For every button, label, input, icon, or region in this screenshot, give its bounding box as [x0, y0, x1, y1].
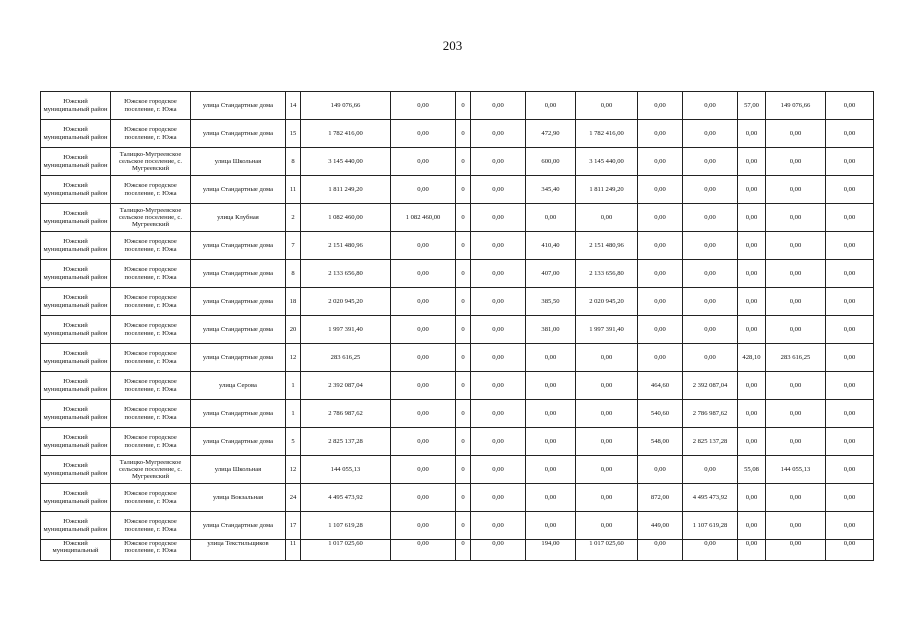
settlement-cell: Южское городское поселение, г. Южа	[111, 316, 191, 344]
cost-cell-8: 0,00	[683, 288, 738, 316]
area-cell-7: 464,60	[638, 372, 683, 400]
total-cost-cell: 1 782 416,00	[301, 120, 391, 148]
cost-cell-10: 0,00	[766, 260, 826, 288]
street-cell: улица Стандартные дома	[191, 428, 286, 456]
house-number-cell: 18	[286, 288, 301, 316]
cost-cell-10: 0,00	[766, 288, 826, 316]
area-cell-7: 0,00	[638, 344, 683, 372]
house-number-cell: 7	[286, 232, 301, 260]
district-cell: Южский муниципальный район	[41, 232, 111, 260]
value-cell-11: 0,00	[826, 400, 874, 428]
district-cell: Южский муниципальный район	[41, 92, 111, 120]
district-cell: Южский муниципальный район	[41, 484, 111, 512]
table-row	[41, 484, 874, 512]
house-number-cell: 5	[286, 428, 301, 456]
value-cell-4: 0,00	[471, 344, 526, 372]
area-cell-9: 0,00	[738, 540, 766, 561]
cost-cell-10: 0,00	[766, 428, 826, 456]
cost-cell-10: 0,00	[766, 232, 826, 260]
table-row	[41, 148, 874, 176]
value-cell-2: 0,00	[391, 232, 456, 260]
count-cell-3: 0	[456, 372, 471, 400]
area-cell-7: 0,00	[638, 456, 683, 484]
count-cell-3: 0	[456, 428, 471, 456]
value-cell-2: 0,00	[391, 400, 456, 428]
house-number-cell: 2	[286, 204, 301, 232]
count-cell-3: 0	[456, 484, 471, 512]
cost-cell-8: 0,00	[683, 456, 738, 484]
district-cell: Южский муниципальный район	[41, 204, 111, 232]
area-cell-9: 0,00	[738, 176, 766, 204]
street-cell: улица Стандартные дома	[191, 260, 286, 288]
cost-cell-6: 2 133 656,80	[576, 260, 638, 288]
value-cell-4: 0,00	[471, 176, 526, 204]
area-cell-5: 0,00	[526, 428, 576, 456]
settlement-cell: Южское городское поселение, г. Южа	[111, 120, 191, 148]
value-cell-11: 0,00	[826, 92, 874, 120]
table-row	[41, 288, 874, 316]
value-cell-4: 0,00	[471, 400, 526, 428]
table-row	[41, 204, 874, 232]
area-cell-7: 0,00	[638, 260, 683, 288]
value-cell-2: 0,00	[391, 316, 456, 344]
area-cell-9: 0,00	[738, 232, 766, 260]
value-cell-2: 0,00	[391, 512, 456, 540]
area-cell-9: 0,00	[738, 484, 766, 512]
value-cell-11: 0,00	[826, 372, 874, 400]
value-cell-4: 0,00	[471, 204, 526, 232]
value-cell-11: 0,00	[826, 316, 874, 344]
area-cell-5: 0,00	[526, 204, 576, 232]
area-cell-5: 0,00	[526, 484, 576, 512]
district-cell: Южский муниципальный район	[41, 428, 111, 456]
value-cell-4: 0,00	[471, 372, 526, 400]
count-cell-3: 0	[456, 288, 471, 316]
value-cell-4: 0,00	[471, 456, 526, 484]
count-cell-3: 0	[456, 260, 471, 288]
value-cell-2: 0,00	[391, 484, 456, 512]
settlement-cell: Южское городское поселение, г. Южа	[111, 260, 191, 288]
cost-cell-6: 1 782 416,00	[576, 120, 638, 148]
street-cell: улица Школьная	[191, 456, 286, 484]
cost-cell-10: 0,00	[766, 400, 826, 428]
cost-cell-8: 0,00	[683, 204, 738, 232]
count-cell-3: 0	[456, 92, 471, 120]
data-table	[40, 91, 874, 561]
district-cell: Южский муниципальный район	[41, 344, 111, 372]
total-cost-cell: 149 076,66	[301, 92, 391, 120]
total-cost-cell: 283 616,25	[301, 344, 391, 372]
value-cell-4: 0,00	[471, 484, 526, 512]
street-cell: улица Стандартные дома	[191, 232, 286, 260]
district-cell: Южский муниципальный район	[41, 120, 111, 148]
cost-cell-10: 0,00	[766, 176, 826, 204]
area-cell-9: 428,10	[738, 344, 766, 372]
cost-cell-10: 0,00	[766, 484, 826, 512]
area-cell-9: 0,00	[738, 204, 766, 232]
district-cell: Южский муниципальный район	[41, 456, 111, 484]
cost-cell-10: 0,00	[766, 148, 826, 176]
value-cell-11: 0,00	[826, 484, 874, 512]
house-number-cell: 1	[286, 372, 301, 400]
value-cell-2: 0,00	[391, 372, 456, 400]
cost-cell-6: 0,00	[576, 456, 638, 484]
count-cell-3: 0	[456, 540, 471, 561]
area-cell-5: 410,40	[526, 232, 576, 260]
cost-cell-10: 149 076,66	[766, 92, 826, 120]
cost-cell-8: 1 107 619,28	[683, 512, 738, 540]
cost-cell-10: 283 616,25	[766, 344, 826, 372]
cost-cell-10: 0,00	[766, 316, 826, 344]
district-cell: Южский муниципальный район	[41, 288, 111, 316]
value-cell-2: 0,00	[391, 540, 456, 561]
table-row	[41, 260, 874, 288]
table-body	[41, 92, 874, 561]
settlement-cell: Южское городское поселение, г. Южа	[111, 540, 191, 561]
settlement-cell: Южское городское поселение, г. Южа	[111, 512, 191, 540]
district-cell: Южский муниципальный район	[41, 400, 111, 428]
street-cell: улица Стандартные дома	[191, 512, 286, 540]
total-cost-cell: 1 082 460,00	[301, 204, 391, 232]
cost-cell-8: 0,00	[683, 316, 738, 344]
area-cell-7: 449,00	[638, 512, 683, 540]
value-cell-11: 0,00	[826, 204, 874, 232]
table-row	[41, 232, 874, 260]
cost-cell-6: 0,00	[576, 372, 638, 400]
cost-cell-8: 2 392 087,04	[683, 372, 738, 400]
area-cell-9: 0,00	[738, 288, 766, 316]
street-cell: улица Стандартные дома	[191, 120, 286, 148]
area-cell-7: 0,00	[638, 232, 683, 260]
total-cost-cell: 1 017 025,60	[301, 540, 391, 561]
street-cell: улица Клубная	[191, 204, 286, 232]
count-cell-3: 0	[456, 400, 471, 428]
house-number-cell: 8	[286, 260, 301, 288]
cost-cell-6: 0,00	[576, 400, 638, 428]
area-cell-7: 0,00	[638, 92, 683, 120]
total-cost-cell: 2 786 987,62	[301, 400, 391, 428]
total-cost-cell: 144 055,13	[301, 456, 391, 484]
value-cell-4: 0,00	[471, 512, 526, 540]
settlement-cell: Южское городское поселение, г. Южа	[111, 400, 191, 428]
area-cell-5: 345,40	[526, 176, 576, 204]
count-cell-3: 0	[456, 204, 471, 232]
value-cell-2: 0,00	[391, 288, 456, 316]
value-cell-4: 0,00	[471, 540, 526, 561]
cost-cell-6: 1 017 025,60	[576, 540, 638, 561]
area-cell-9: 0,00	[738, 512, 766, 540]
house-number-cell: 15	[286, 120, 301, 148]
street-cell: улица Стандартные дома	[191, 92, 286, 120]
cost-cell-8: 0,00	[683, 540, 738, 561]
table-row	[41, 316, 874, 344]
district-cell: Южский муниципальный район	[41, 316, 111, 344]
value-cell-2: 0,00	[391, 176, 456, 204]
value-cell-11: 0,00	[826, 260, 874, 288]
area-cell-5: 194,00	[526, 540, 576, 561]
table-row	[41, 512, 874, 540]
area-cell-9: 0,00	[738, 260, 766, 288]
cost-cell-6: 0,00	[576, 204, 638, 232]
street-cell: улица Текстильщиков	[191, 540, 286, 561]
value-cell-2: 0,00	[391, 120, 456, 148]
district-cell: Южский муниципальный	[41, 540, 111, 561]
area-cell-5: 407,00	[526, 260, 576, 288]
area-cell-9: 0,00	[738, 400, 766, 428]
street-cell: улица Серова	[191, 372, 286, 400]
area-cell-9: 0,00	[738, 120, 766, 148]
district-cell: Южский муниципальный район	[41, 260, 111, 288]
area-cell-5: 0,00	[526, 344, 576, 372]
settlement-cell: Южское городское поселение, г. Южа	[111, 344, 191, 372]
area-cell-5: 600,00	[526, 148, 576, 176]
house-number-cell: 11	[286, 540, 301, 561]
table-row	[41, 428, 874, 456]
district-cell: Южский муниципальный район	[41, 512, 111, 540]
area-cell-7: 0,00	[638, 148, 683, 176]
value-cell-4: 0,00	[471, 428, 526, 456]
cost-cell-6: 0,00	[576, 92, 638, 120]
count-cell-3: 0	[456, 120, 471, 148]
cost-cell-10: 0,00	[766, 512, 826, 540]
table-row	[41, 92, 874, 120]
value-cell-2: 0,00	[391, 260, 456, 288]
value-cell-11: 0,00	[826, 232, 874, 260]
value-cell-4: 0,00	[471, 316, 526, 344]
table-row	[41, 120, 874, 148]
value-cell-2: 0,00	[391, 148, 456, 176]
value-cell-4: 0,00	[471, 288, 526, 316]
total-cost-cell: 2 133 656,80	[301, 260, 391, 288]
cost-cell-8: 2 786 987,62	[683, 400, 738, 428]
table-row	[41, 372, 874, 400]
value-cell-11: 0,00	[826, 540, 874, 561]
area-cell-5: 0,00	[526, 456, 576, 484]
cost-cell-10: 0,00	[766, 120, 826, 148]
settlement-cell: Южское городское поселение, г. Южа	[111, 232, 191, 260]
value-cell-11: 0,00	[826, 344, 874, 372]
total-cost-cell: 1 107 619,28	[301, 512, 391, 540]
value-cell-4: 0,00	[471, 260, 526, 288]
total-cost-cell: 4 495 473,92	[301, 484, 391, 512]
area-cell-5: 385,50	[526, 288, 576, 316]
street-cell: улица Стандартные дома	[191, 316, 286, 344]
cost-cell-8: 0,00	[683, 148, 738, 176]
cost-cell-8: 4 495 473,92	[683, 484, 738, 512]
count-cell-3: 0	[456, 148, 471, 176]
count-cell-3: 0	[456, 344, 471, 372]
area-cell-5: 381,00	[526, 316, 576, 344]
cost-cell-6: 0,00	[576, 428, 638, 456]
cost-cell-6: 0,00	[576, 512, 638, 540]
house-number-cell: 14	[286, 92, 301, 120]
value-cell-2: 0,00	[391, 92, 456, 120]
table-row	[41, 456, 874, 484]
settlement-cell: Талицко-Мугреевское сельское поселение, с. Мугреевский	[111, 148, 191, 176]
total-cost-cell: 2 151 480,96	[301, 232, 391, 260]
value-cell-4: 0,00	[471, 120, 526, 148]
house-number-cell: 11	[286, 176, 301, 204]
area-cell-9: 0,00	[738, 372, 766, 400]
house-number-cell: 8	[286, 148, 301, 176]
area-cell-9: 57,00	[738, 92, 766, 120]
street-cell: улица Вокзальная	[191, 484, 286, 512]
count-cell-3: 0	[456, 316, 471, 344]
cost-cell-6: 0,00	[576, 484, 638, 512]
value-cell-2: 0,00	[391, 456, 456, 484]
total-cost-cell: 3 145 440,00	[301, 148, 391, 176]
street-cell: улица Стандартные дома	[191, 288, 286, 316]
area-cell-7: 0,00	[638, 316, 683, 344]
settlement-cell: Южское городское поселение, г. Южа	[111, 176, 191, 204]
value-cell-4: 0,00	[471, 148, 526, 176]
cost-cell-10: 0,00	[766, 204, 826, 232]
cost-cell-8: 0,00	[683, 232, 738, 260]
cost-cell-8: 2 825 137,28	[683, 428, 738, 456]
street-cell: улица Стандартные дома	[191, 344, 286, 372]
area-cell-7: 548,00	[638, 428, 683, 456]
settlement-cell: Южское городское поселение, г. Южа	[111, 92, 191, 120]
table-row	[41, 400, 874, 428]
count-cell-3: 0	[456, 456, 471, 484]
house-number-cell: 20	[286, 316, 301, 344]
cost-cell-10: 144 055,13	[766, 456, 826, 484]
area-cell-9: 0,00	[738, 316, 766, 344]
area-cell-7: 0,00	[638, 120, 683, 148]
total-cost-cell: 1 811 249,20	[301, 176, 391, 204]
value-cell-11: 0,00	[826, 428, 874, 456]
street-cell: улица Стандартные дома	[191, 400, 286, 428]
cost-cell-8: 0,00	[683, 120, 738, 148]
house-number-cell: 17	[286, 512, 301, 540]
total-cost-cell: 2 825 137,28	[301, 428, 391, 456]
value-cell-11: 0,00	[826, 176, 874, 204]
area-cell-7: 872,00	[638, 484, 683, 512]
house-number-cell: 12	[286, 456, 301, 484]
total-cost-cell: 1 997 391,40	[301, 316, 391, 344]
area-cell-9: 0,00	[738, 428, 766, 456]
cost-cell-6: 2 020 945,20	[576, 288, 638, 316]
cost-cell-10: 0,00	[766, 540, 826, 561]
cost-cell-6: 1 997 391,40	[576, 316, 638, 344]
value-cell-2: 0,00	[391, 344, 456, 372]
house-number-cell: 12	[286, 344, 301, 372]
house-number-cell: 24	[286, 484, 301, 512]
street-cell: улица Школьная	[191, 148, 286, 176]
district-cell: Южский муниципальный район	[41, 176, 111, 204]
count-cell-3: 0	[456, 512, 471, 540]
area-cell-5: 472,90	[526, 120, 576, 148]
settlement-cell: Южское городское поселение, г. Южа	[111, 288, 191, 316]
area-cell-7: 540,60	[638, 400, 683, 428]
settlement-cell: Талицко-Мугреевское сельское поселение, с. Мугреевский	[111, 456, 191, 484]
value-cell-11: 0,00	[826, 456, 874, 484]
cost-cell-6: 0,00	[576, 344, 638, 372]
cost-cell-6: 3 145 440,00	[576, 148, 638, 176]
settlement-cell: Талицко-Мугреевское сельское поселение, с. Мугреевский	[111, 204, 191, 232]
area-cell-7: 0,00	[638, 540, 683, 561]
cost-cell-10: 0,00	[766, 372, 826, 400]
count-cell-3: 0	[456, 232, 471, 260]
value-cell-2: 0,00	[391, 428, 456, 456]
settlement-cell: Южское городское поселение, г. Южа	[111, 484, 191, 512]
area-cell-5: 0,00	[526, 512, 576, 540]
cost-cell-8: 0,00	[683, 92, 738, 120]
house-number-cell: 1	[286, 400, 301, 428]
total-cost-cell: 2 020 945,20	[301, 288, 391, 316]
table-row	[41, 344, 874, 372]
total-cost-cell: 2 392 087,04	[301, 372, 391, 400]
value-cell-4: 0,00	[471, 232, 526, 260]
count-cell-3: 0	[456, 176, 471, 204]
area-cell-7: 0,00	[638, 204, 683, 232]
cost-cell-8: 0,00	[683, 260, 738, 288]
district-cell: Южский муниципальный район	[41, 148, 111, 176]
cost-cell-8: 0,00	[683, 176, 738, 204]
area-cell-9: 0,00	[738, 148, 766, 176]
area-cell-7: 0,00	[638, 288, 683, 316]
settlement-cell: Южское городское поселение, г. Южа	[111, 428, 191, 456]
area-cell-9: 55,08	[738, 456, 766, 484]
area-cell-5: 0,00	[526, 92, 576, 120]
cost-cell-6: 1 811 249,20	[576, 176, 638, 204]
cost-cell-6: 2 151 480,96	[576, 232, 638, 260]
page-number: 203	[442, 38, 463, 53]
value-cell-11: 0,00	[826, 288, 874, 316]
table-row	[41, 540, 874, 561]
value-cell-11: 0,00	[826, 512, 874, 540]
area-cell-5: 0,00	[526, 372, 576, 400]
value-cell-4: 0,00	[471, 92, 526, 120]
settlement-cell: Южское городское поселение, г. Южа	[111, 372, 191, 400]
area-cell-5: 0,00	[526, 400, 576, 428]
value-cell-11: 0,00	[826, 120, 874, 148]
district-cell: Южский муниципальный район	[41, 372, 111, 400]
value-cell-2: 1 082 460,00	[391, 204, 456, 232]
table-row	[41, 176, 874, 204]
area-cell-7: 0,00	[638, 176, 683, 204]
street-cell: улица Стандартные дома	[191, 176, 286, 204]
value-cell-11: 0,00	[826, 148, 874, 176]
cost-cell-8: 0,00	[683, 344, 738, 372]
